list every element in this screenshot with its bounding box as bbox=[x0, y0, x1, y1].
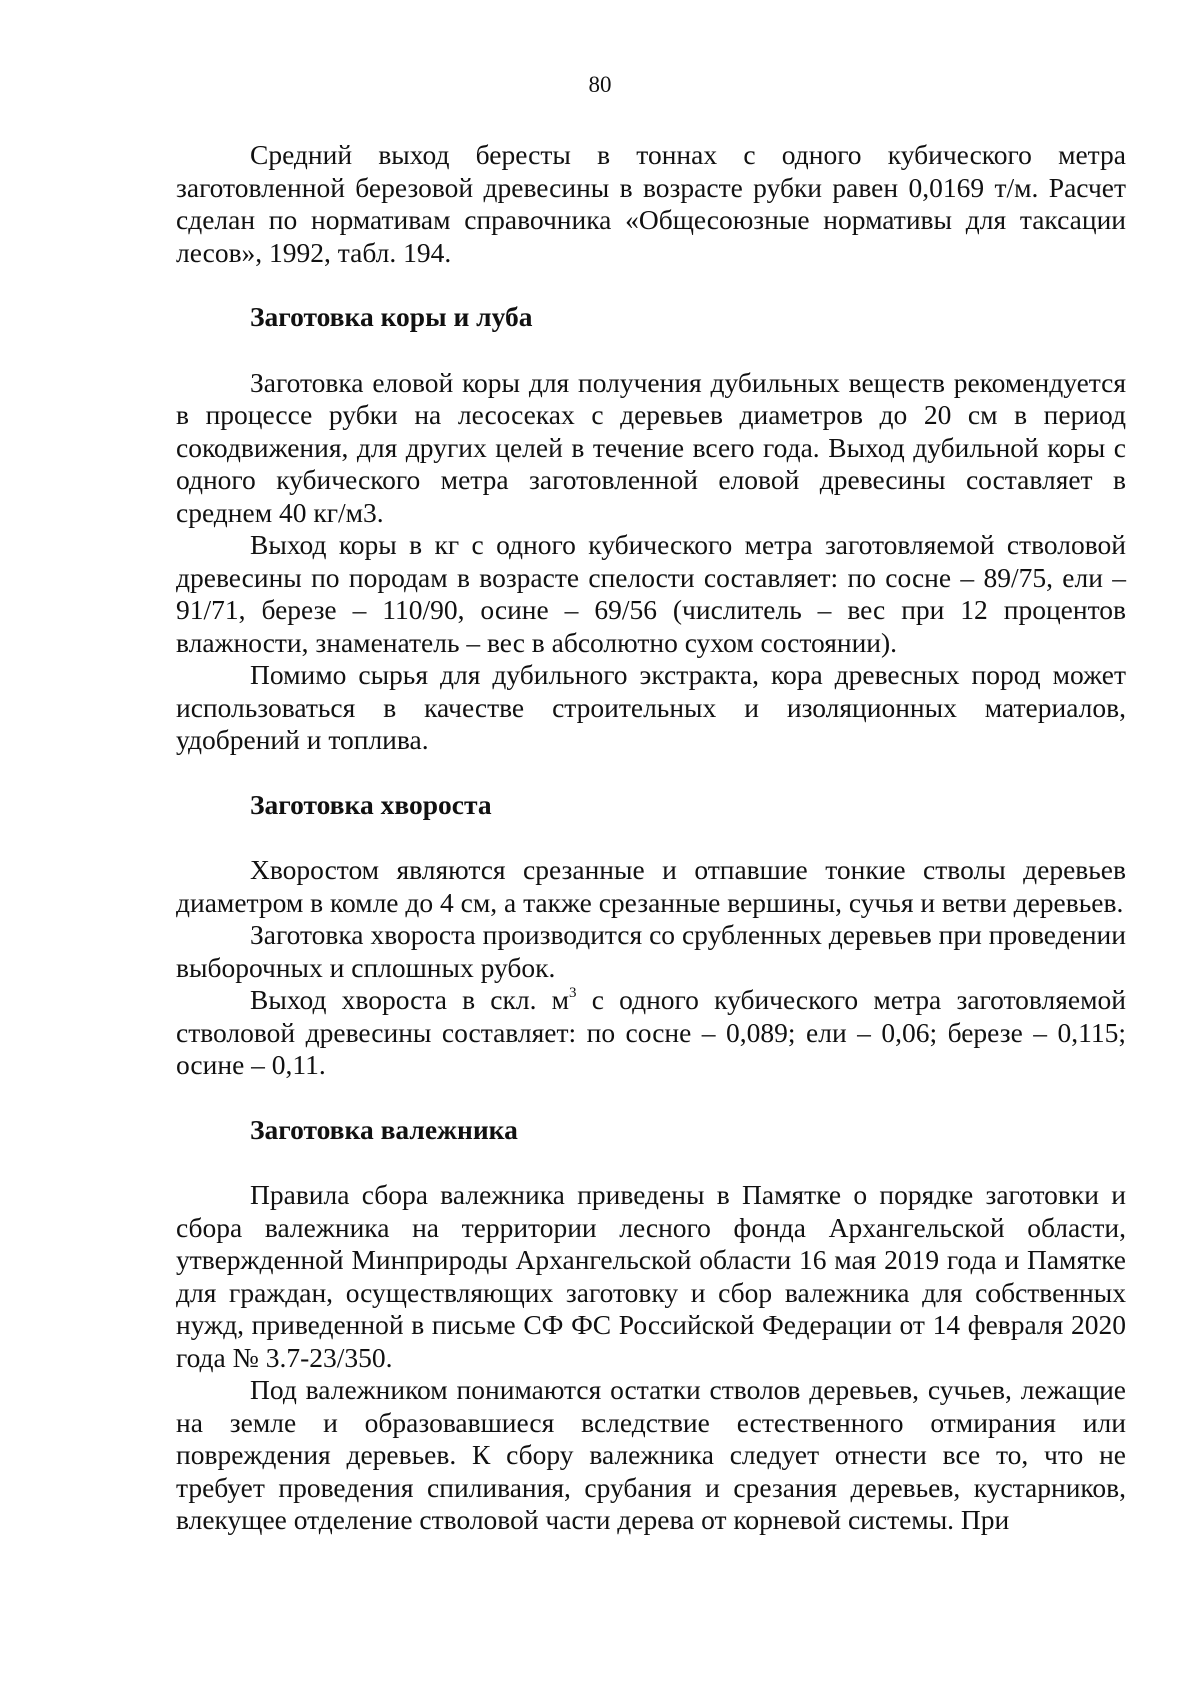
brushwood-yield-text-end: с одного кубического метра заготовляемой стволовой древесины составляет: по сосне – 0,089; ели – 0,06; березе – 0,115; осине – 0,11. bbox=[176, 984, 1126, 1080]
heading-brushwood: Заготовка хвороста bbox=[250, 788, 492, 820]
paragraph-brushwood-definition: Хворостом являются срезанные и отпавшие тонкие стволы деревьев диаметром в комле до 4 см, а также срезанные вершины, сучья и ветви деревьев. bbox=[176, 854, 1126, 918]
paragraph-bark-uses: Помимо сырья для дубильного экстракта, кора древесных пород может использоваться в качестве строительных и изоляционных материалов, удобрений и топлива. bbox=[176, 659, 1126, 755]
page-number: 80 bbox=[588, 72, 612, 97]
heading-deadwood: Заготовка валежника bbox=[250, 1113, 518, 1145]
paragraph-deadwood-definition: Под валежником понимаются остатки стволов деревьев, сучьев, лежащие на земле и образовавшиеся вследствие естественного отмирания или повреждения деревьев. К сбору валежника следует отнести все то, что не требует проведения спиливания, срубания и срезания деревьев, кустарников, влекущее отделение стволовой части дерева от корневой системы. При bbox=[176, 1374, 1126, 1535]
brushwood-yield-text-start: Выход хвороста в скл. м bbox=[250, 984, 570, 1015]
paragraph-bark-yield-by-species: Выход коры в кг с одного кубического метра заготовляемой стволовой древесины по породам в возрасте спелости составляет: по сосне – 89/75, ели – 91/71, березе – 110/90, осине – 69/56 (числитель – вес при 12 процентов влажности, знаменатель – вес в абсолютно сухом состоянии). bbox=[176, 529, 1126, 658]
paragraph-deadwood-rules: Правила сбора валежника приведены в Памятке о порядке заготовки и сбора валежника на территории лесного фонда Архангельской области, утвержденной Минприроды Архангельской области 16 мая 2019 года и Памятке для граждан, осуществляющих заготовку и сбор валежника для собственных нужд, приведенной в письме СФ ФС Российской Федерации от 14 февраля 2020 года № 3.7-23/350. bbox=[176, 1179, 1126, 1373]
paragraph-brushwood-harvesting: Заготовка хвороста производится со срубленных деревьев при проведении выборочных и сплошных рубок. bbox=[176, 919, 1126, 983]
paragraph-spruce-bark: Заготовка еловой коры для получения дубильных веществ рекомендуется в процессе рубки на лесосеках с деревьев диаметров до 20 см в период сокодвижения, для других целей в течение всего года. Выход дубильной коры с одного кубического метра заготовленной еловой древесины составляет в среднем 40 кг/м3. bbox=[176, 366, 1126, 528]
paragraph-brushwood-yield bbox=[176, 984, 1126, 1082]
document-body bbox=[176, 139, 1126, 1537]
paragraph-birch-bark-yield: Средний выход бересты в тоннах с одного кубического метра заготовленной березовой древесины в возрасте рубки равен 0,0169 т/м. Расчет сделан по нормативам справочника «Общесоюзные нормативы для таксации лесов», 1992, табл. 194. bbox=[176, 139, 1126, 268]
heading-bark-bast: Заготовка коры и луба bbox=[250, 301, 533, 332]
cubic-superscript: 3 bbox=[569, 984, 577, 1001]
